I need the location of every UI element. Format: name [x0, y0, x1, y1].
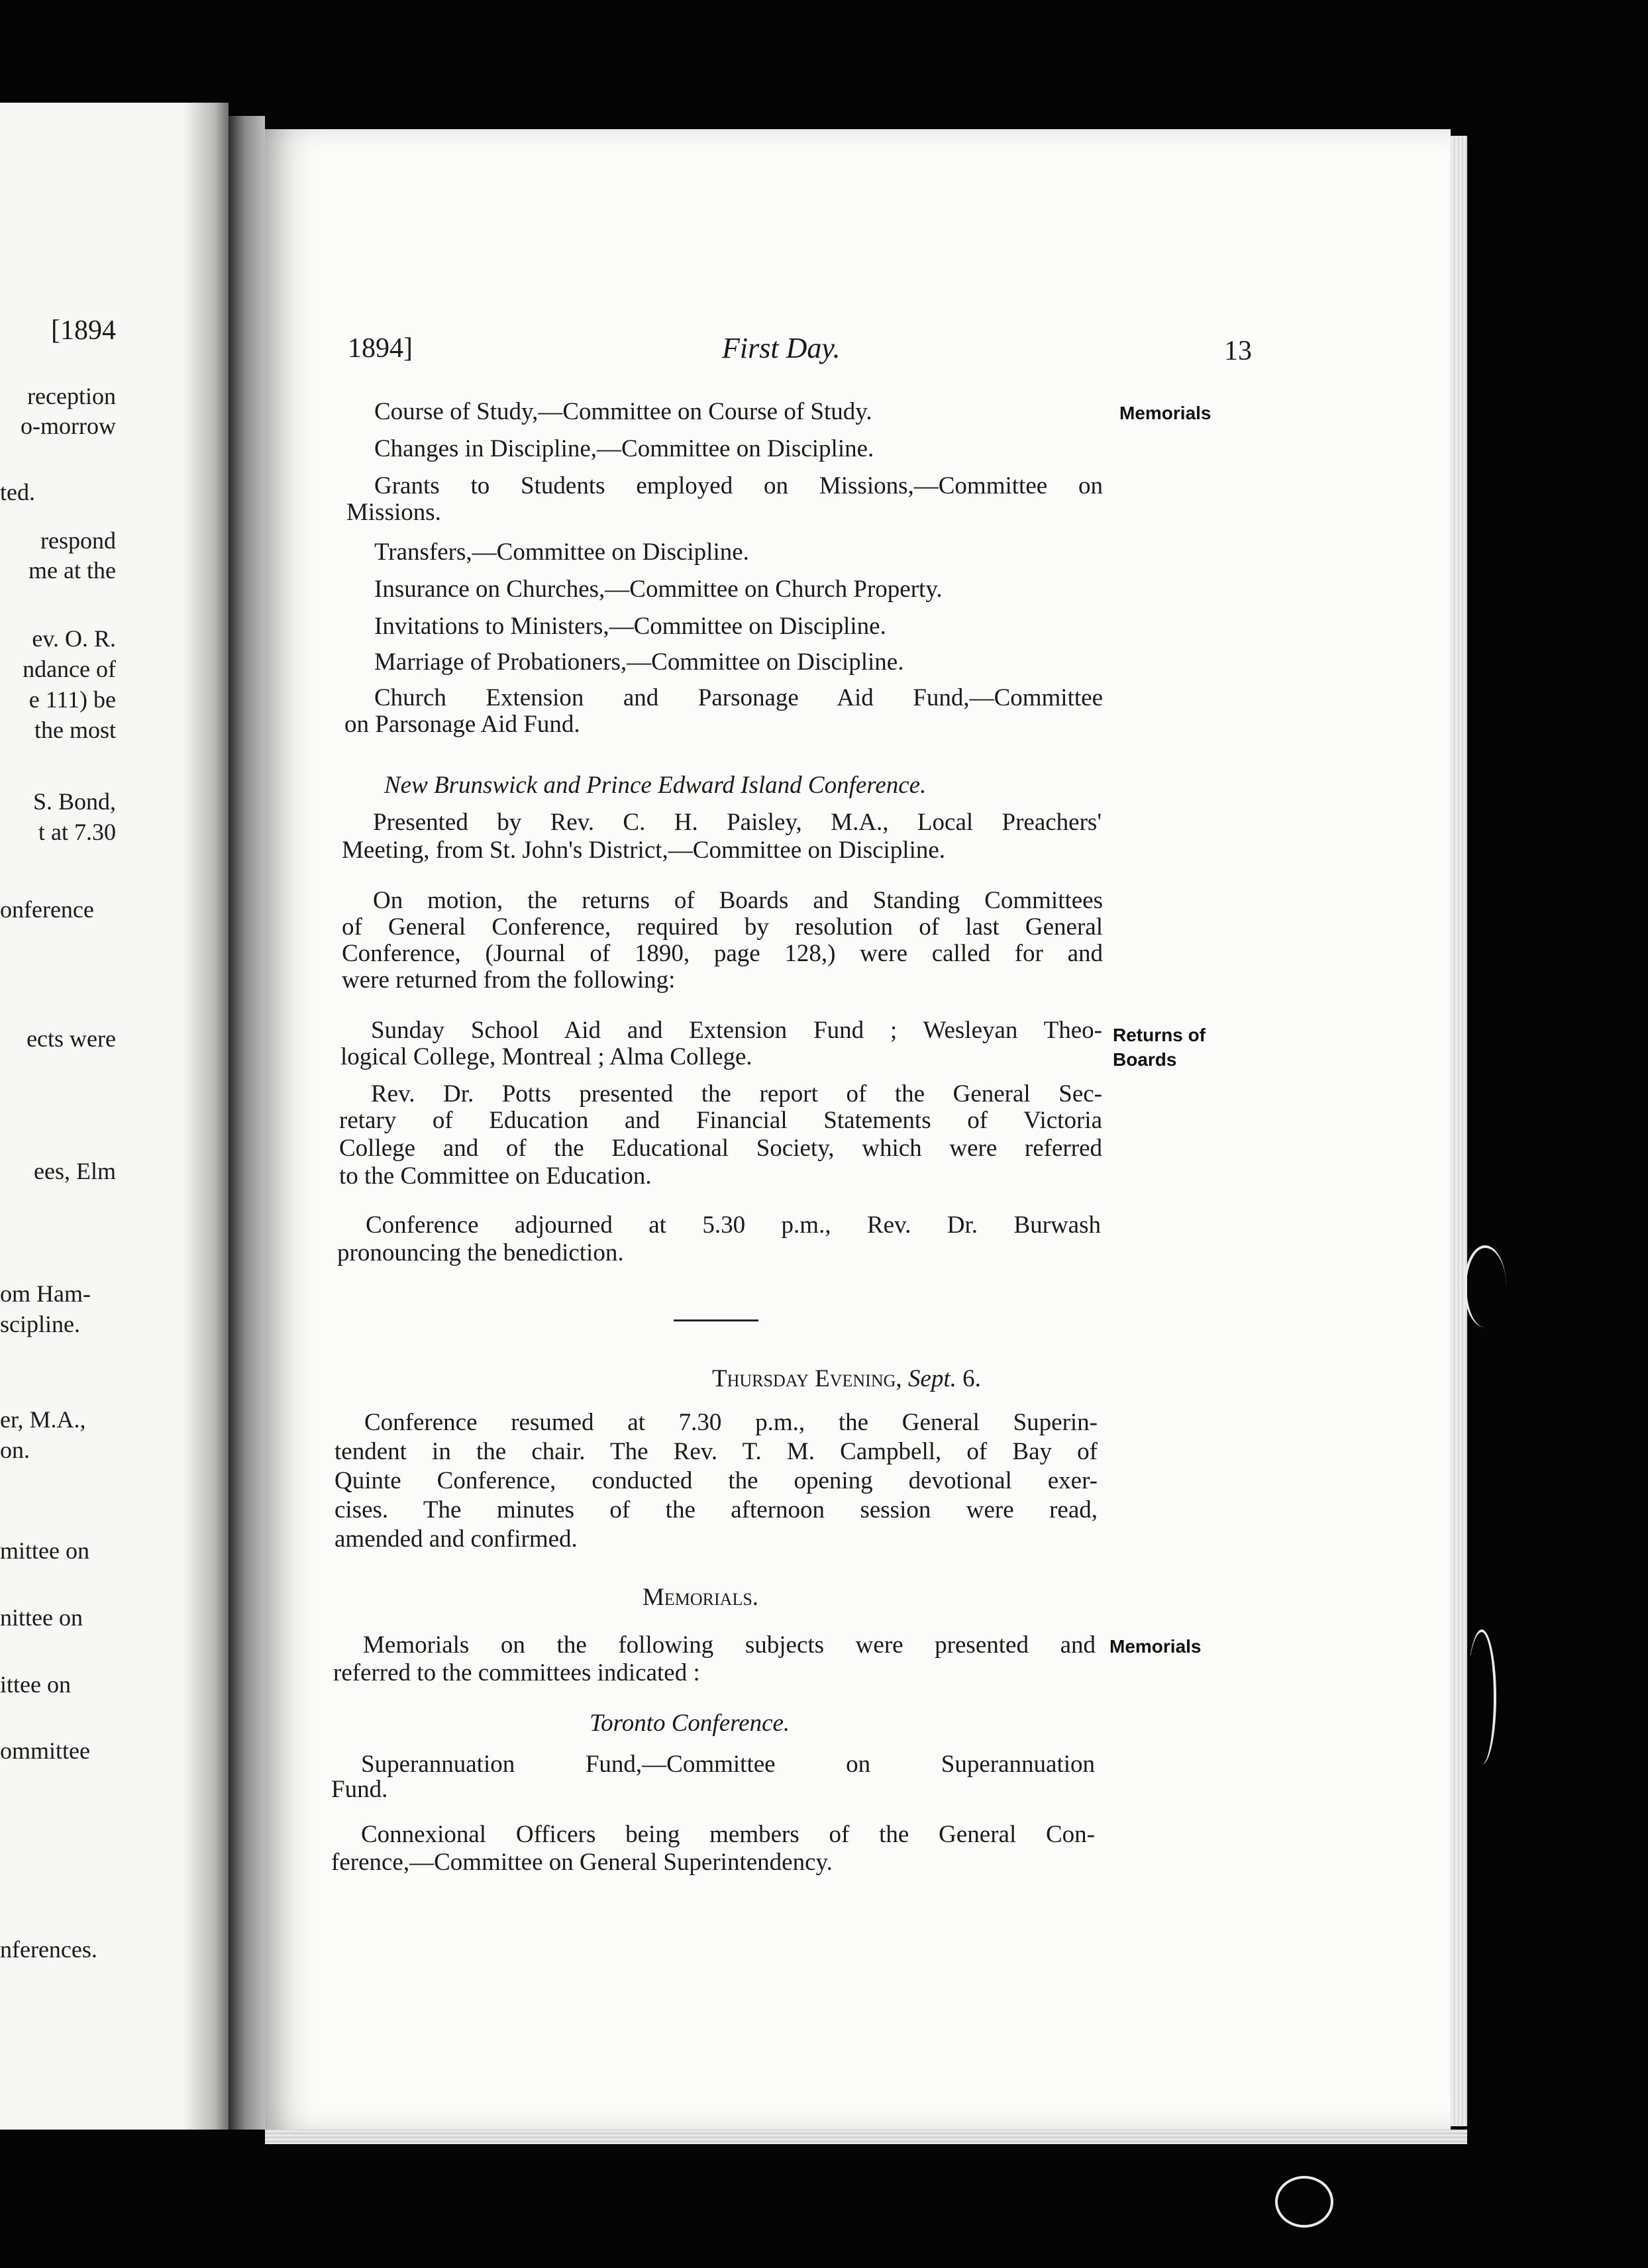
margin-note-boards: Boards — [1113, 1049, 1177, 1070]
left-fragment: S. Bond, — [32, 788, 116, 815]
memorials-heading: Memorials. — [643, 1584, 759, 1611]
header-title: First Day. — [722, 332, 841, 364]
header-year: 1894] — [348, 333, 413, 364]
paragraph-line: Conference adjourned at 5.30 p.m., Rev. Dr. Burwash — [366, 1211, 1101, 1239]
paragraph-line: tendent in the chair. The Rev. T. M. Campbell, of Bay of — [335, 1438, 1098, 1465]
left-fragment: o-morrow — [21, 413, 116, 439]
paragraph-line: Quinte Conference, conducted the opening devotional exer- — [335, 1467, 1098, 1494]
paragraph-line: to the Committee on Education. — [339, 1162, 652, 1190]
session-date: 6. — [962, 1365, 981, 1392]
page-number: 13 — [1224, 336, 1252, 366]
left-fragment: t at 7.30 — [38, 819, 116, 845]
memorial-item: Insurance on Churches,—Committee on Church Property. — [374, 576, 943, 603]
left-fragment: om Ham- — [0, 1280, 91, 1307]
margin-note-memorials: Memorials — [1109, 1636, 1202, 1657]
left-fragment: ev. O. R. — [32, 625, 116, 652]
paragraph-line: On motion, the returns of Boards and Standing Committees — [373, 887, 1103, 914]
paragraph-line: Conference, (Journal of 1890, page 128,) were called for and — [342, 940, 1103, 967]
paragraph-line: of General Conference, required by resolution of last General — [342, 913, 1103, 941]
left-fragment: respond — [40, 527, 116, 554]
session-month: Sept. — [907, 1365, 956, 1392]
memorial-item: Superannuation Fund,—Committee on Superannuation — [361, 1751, 1095, 1778]
left-fragment: e 111) be — [28, 686, 116, 713]
left-page-header: [1894 — [51, 315, 116, 346]
memorial-item: Invitations to Ministers,—Committee on Discipline. — [374, 613, 886, 640]
memorial-item: Course of Study,—Committee on Course of Study. — [374, 398, 872, 425]
left-fragment: me at the — [28, 557, 116, 584]
memorial-item: Connexional Officers being members of the General Con- — [361, 1821, 1095, 1848]
paragraph-line: amended and confirmed. — [335, 1525, 578, 1553]
paragraph-line: Memorials on the following subjects were presented and — [363, 1631, 1096, 1659]
session-day: Thursday Evening, — [712, 1365, 902, 1392]
memorial-item: Church Extension and Parsonage Aid Fund,—Committee — [374, 684, 1103, 711]
paragraph-line: retary of Education and Financial Statements of Victoria — [339, 1107, 1102, 1134]
margin-note-memorials: Memorials — [1119, 403, 1211, 423]
margin-note-returns: Returns of — [1113, 1025, 1206, 1045]
paragraph-line: Sunday School Aid and Extension Fund ; Wesleyan Theo- — [371, 1017, 1102, 1044]
paragraph-line: were returned from the following: — [342, 966, 676, 994]
memorial-item: ference,—Committee on General Superintendency. — [331, 1849, 833, 1876]
memorial-item: Missions. — [346, 499, 441, 526]
memorial-item: Transfers,—Committee on Discipline. — [374, 539, 749, 566]
left-fragment: on. — [0, 1437, 30, 1463]
memorial-item: Grants to Students employed on Missions,—Committee on — [374, 472, 1103, 499]
section-heading: Toronto Conference. — [590, 1710, 790, 1737]
session-heading — [712, 1365, 981, 1394]
memorial-item: Fund. — [331, 1776, 388, 1803]
memorial-item: Marriage of Probationers,—Committee on Discipline. — [374, 648, 904, 676]
gutter-shadow — [182, 103, 229, 2130]
left-fragment: ommittee — [0, 1737, 90, 1764]
left-fragment: er, M.A., — [0, 1406, 86, 1433]
left-fragment: ndance of — [23, 656, 116, 682]
section-divider — [674, 1319, 758, 1321]
scan-artifact — [1467, 1629, 1496, 1765]
left-fragment: ects were — [26, 1025, 116, 1052]
left-fragment: nittee on — [0, 1604, 83, 1631]
scan-artifact — [1275, 2176, 1333, 2228]
section-heading: New Brunswick and Prince Edward Island Conference. — [384, 772, 927, 799]
book-gutter — [229, 116, 265, 2130]
left-fragment: ted. — [0, 479, 35, 505]
paragraph-line: Rev. Dr. Potts presented the report of the General Sec- — [371, 1080, 1102, 1108]
left-fragment: scipline. — [0, 1311, 80, 1337]
left-fragment: mittee on — [0, 1537, 89, 1564]
paragraph-line: pronouncing the benediction. — [337, 1239, 624, 1266]
left-fragment: nferences. — [0, 1936, 97, 1963]
paragraph-line: Conference resumed at 7.30 p.m., the General Superin- — [364, 1409, 1098, 1436]
scan-artifact — [1464, 1245, 1506, 1327]
left-fragment: ees, Elm — [34, 1158, 116, 1184]
paragraph-line: Presented by Rev. C. H. Paisley, M.A., Local Preachers' — [373, 809, 1102, 836]
page-stack-bottom-edge — [265, 2130, 1467, 2144]
previous-page — [0, 103, 229, 2130]
left-fragment: the most — [34, 717, 116, 743]
memorial-item: on Parsonage Aid Fund. — [344, 711, 580, 738]
left-fragment: ittee on — [0, 1671, 71, 1698]
paragraph-line: logical College, Montreal ; Alma College. — [340, 1043, 752, 1070]
memorial-item: Changes in Discipline,—Committee on Discipline. — [374, 435, 874, 462]
paragraph-line: College and of the Educational Society, which were referred — [339, 1135, 1102, 1162]
page-stack-edge — [1451, 136, 1467, 2126]
paragraph-line: cises. The minutes of the afternoon session were read, — [335, 1496, 1098, 1523]
paragraph-line: referred to the committees indicated : — [333, 1659, 700, 1686]
paragraph-line: Meeting, from St. John's District,—Committee on Discipline. — [342, 837, 946, 864]
left-fragment: onference — [0, 896, 94, 923]
left-fragment: reception — [27, 383, 116, 409]
